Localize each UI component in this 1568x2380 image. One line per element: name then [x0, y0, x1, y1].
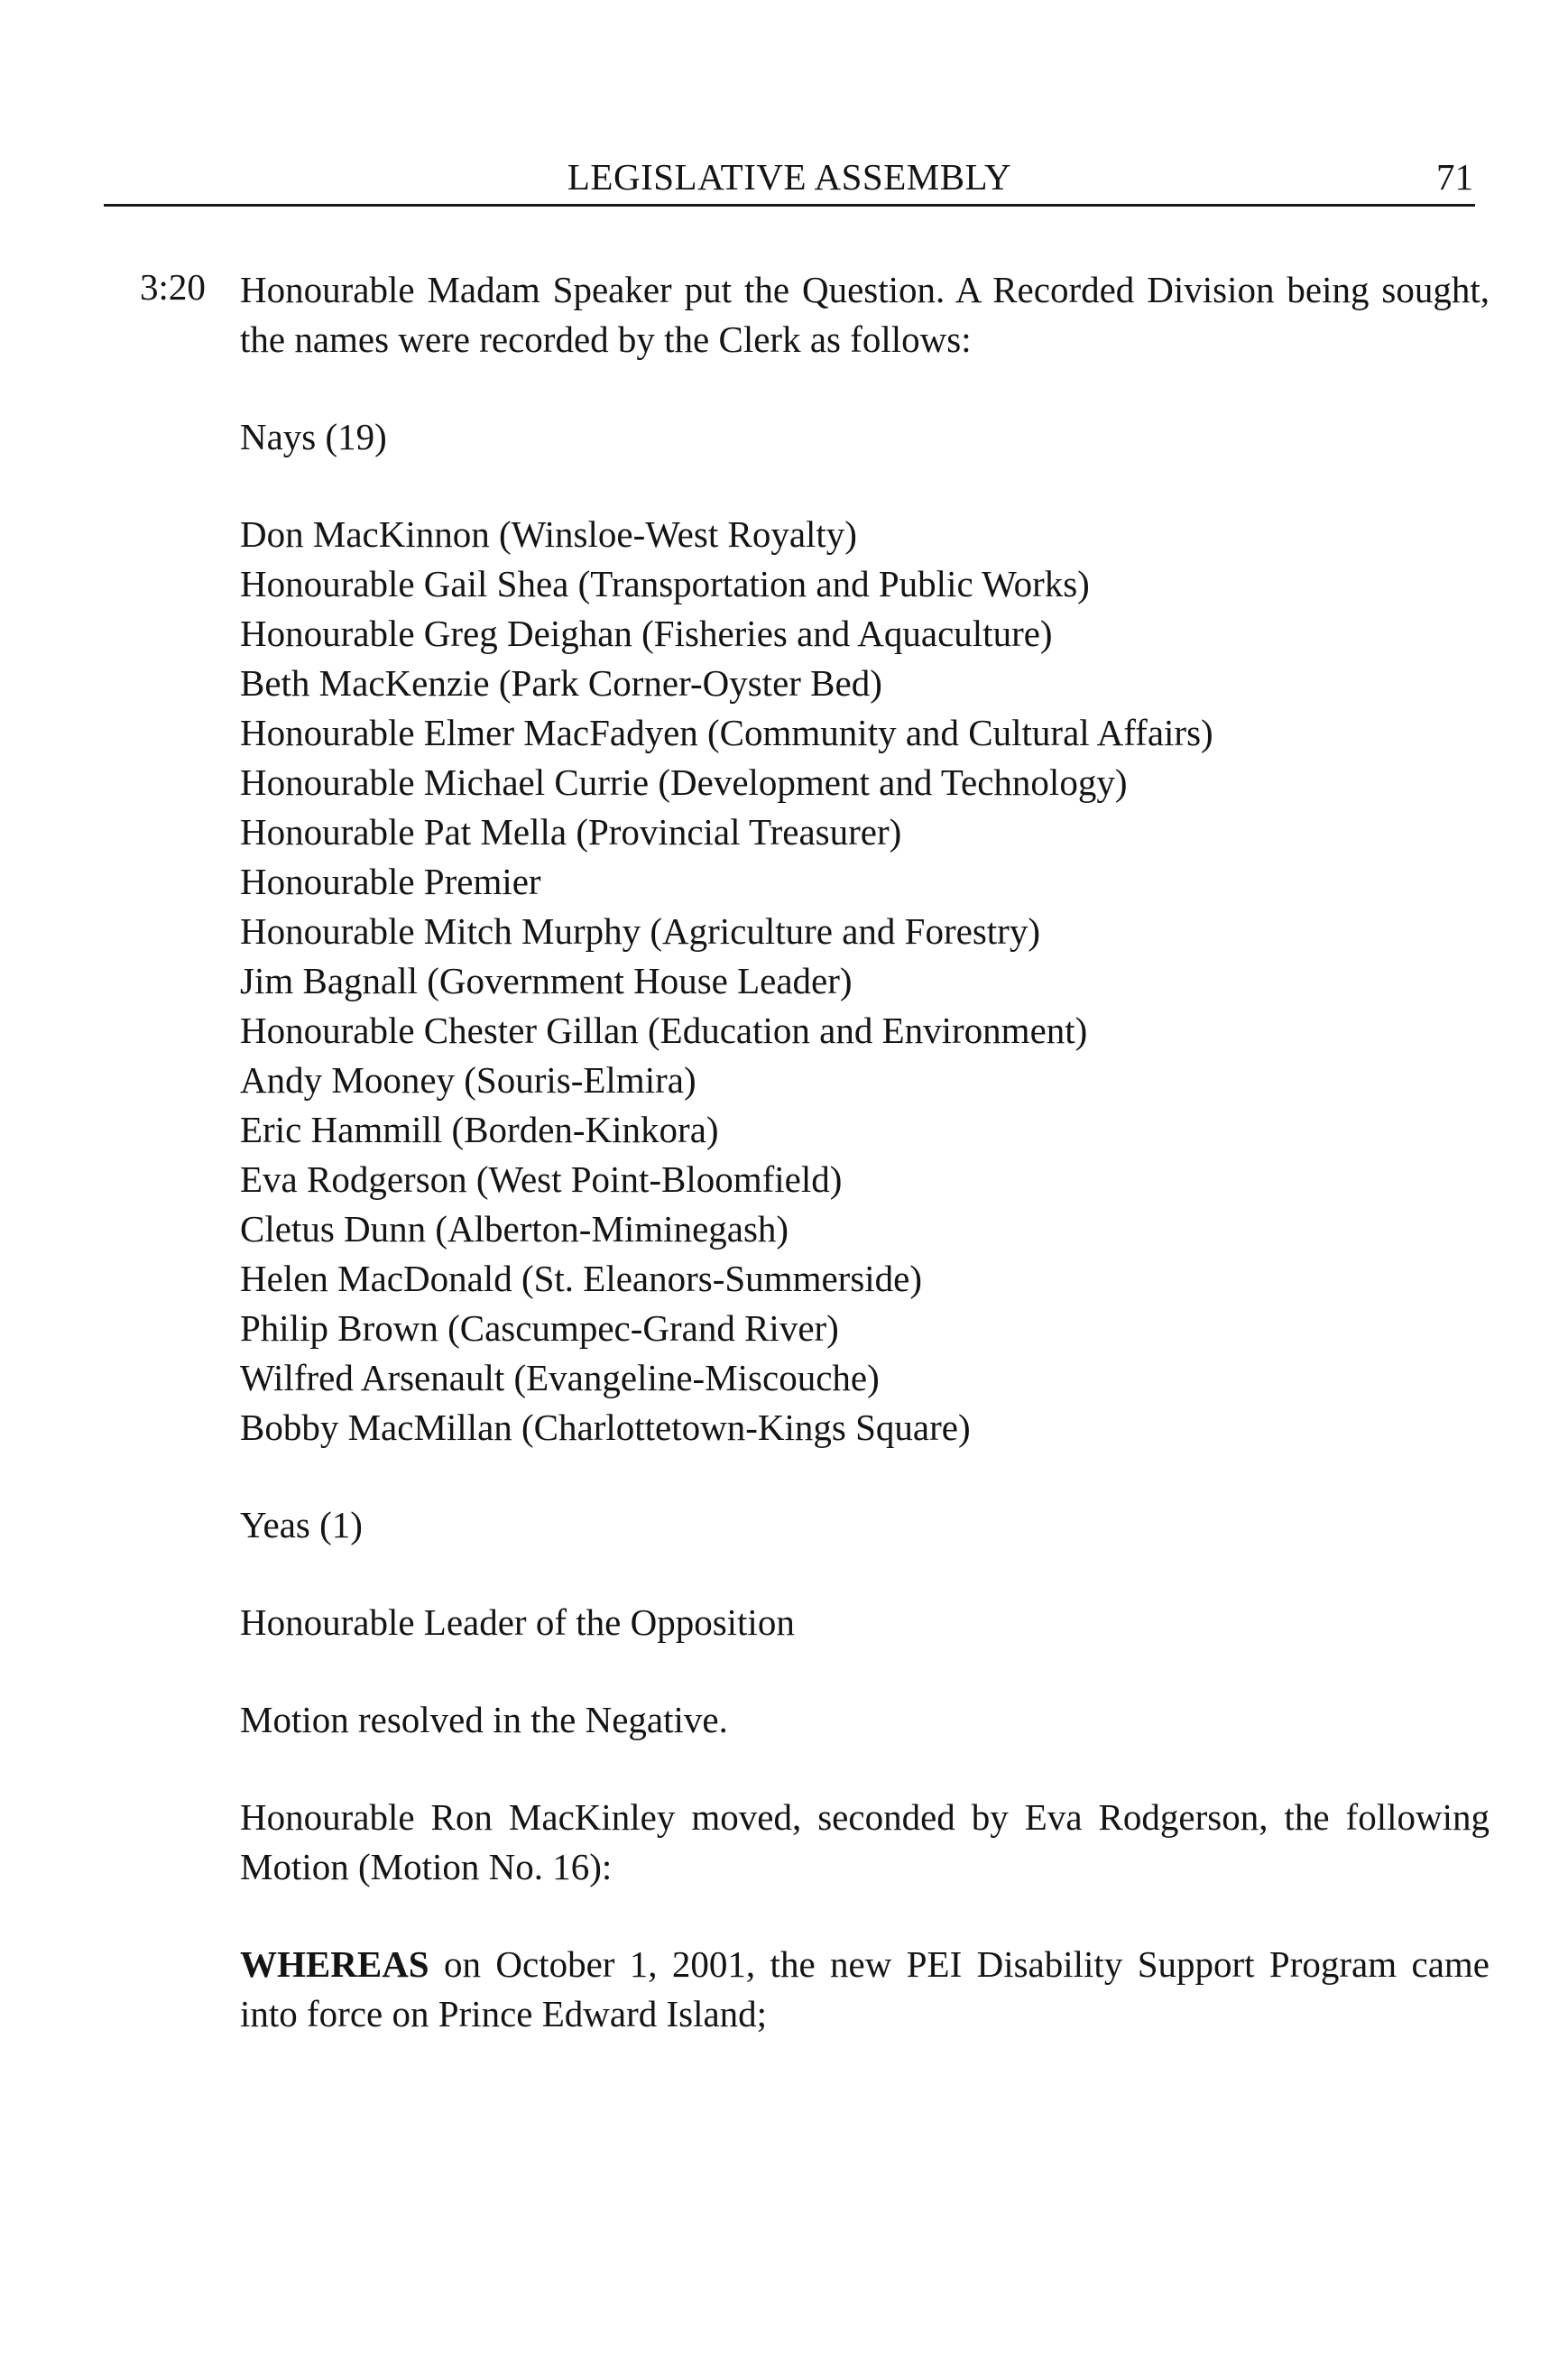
list-item: Cletus Dunn (Alberton-Miminegash) — [240, 1208, 789, 1250]
page-number: 71 — [1436, 156, 1473, 198]
time-stamp: 3:20 — [140, 266, 206, 308]
list-item: Wilfred Arsenault (Evangeline-Miscouche) — [240, 1357, 880, 1398]
running-header — [104, 152, 1475, 207]
nays-heading: Nays (19) — [240, 416, 387, 457]
yeas-heading: Yeas (1) — [240, 1504, 363, 1545]
list-item: Honourable Premier — [240, 861, 541, 902]
division-intro: Honourable Madam Speaker put the Question. A Recorded Division being sought, the names were recorded by the Clerk as follows: — [240, 269, 1490, 360]
list-item: Jim Bagnall (Government House Leader) — [240, 960, 853, 1001]
header-title: LEGISLATIVE ASSEMBLY — [567, 156, 1012, 198]
list-item: Andy Mooney (Souris-Elmira) — [240, 1059, 696, 1101]
yeas-list — [240, 1598, 1490, 1647]
list-item: Philip Brown (Cascumpec-Grand River) — [240, 1307, 839, 1349]
motion-intro: Honourable Ron MacKinley moved, seconded by Eva Rodgerson, the following Motion (Motion No. 16): — [240, 1796, 1490, 1887]
list-item: Honourable Elmer MacFadyen (Community and Cultural Affairs) — [240, 712, 1213, 753]
nays-list — [240, 510, 1490, 1453]
list-item: Bobby MacMillan (Charlottetown-Kings Square) — [240, 1407, 971, 1448]
list-item: Honourable Greg Deighan (Fisheries and Aquaculture) — [240, 613, 1053, 654]
list-item: Honourable Gail Shea (Transportation and Public Works) — [240, 563, 1090, 604]
whereas-keyword: WHEREAS — [240, 1943, 429, 1985]
list-item: Honourable Leader of the Opposition — [240, 1601, 795, 1643]
list-item: Honourable Michael Currie (Development and Technology) — [240, 761, 1128, 803]
list-item: Honourable Pat Mella (Provincial Treasurer) — [240, 811, 902, 853]
list-item: Don MacKinnon (Winsloe-West Royalty) — [240, 513, 857, 555]
division-result: Motion resolved in the Negative. — [240, 1699, 728, 1740]
journal-body — [240, 265, 1490, 2039]
list-item: Honourable Chester Gillan (Education and Environment) — [240, 1010, 1088, 1051]
whereas-clause — [240, 1940, 1490, 2039]
whereas-text: on October 1, 2001, the new PEI Disability Support Program came into force on Prince Edward Island; — [240, 1943, 1490, 2034]
list-item: Honourable Mitch Murphy (Agriculture and Forestry) — [240, 910, 1040, 952]
list-item: Eric Hammill (Borden-Kinkora) — [240, 1109, 719, 1150]
list-item: Eva Rodgerson (West Point-Bloomfield) — [240, 1158, 843, 1200]
list-item: Helen MacDonald (St. Eleanors-Summerside) — [240, 1258, 923, 1299]
list-item: Beth MacKenzie (Park Corner-Oyster Bed) — [240, 662, 882, 704]
